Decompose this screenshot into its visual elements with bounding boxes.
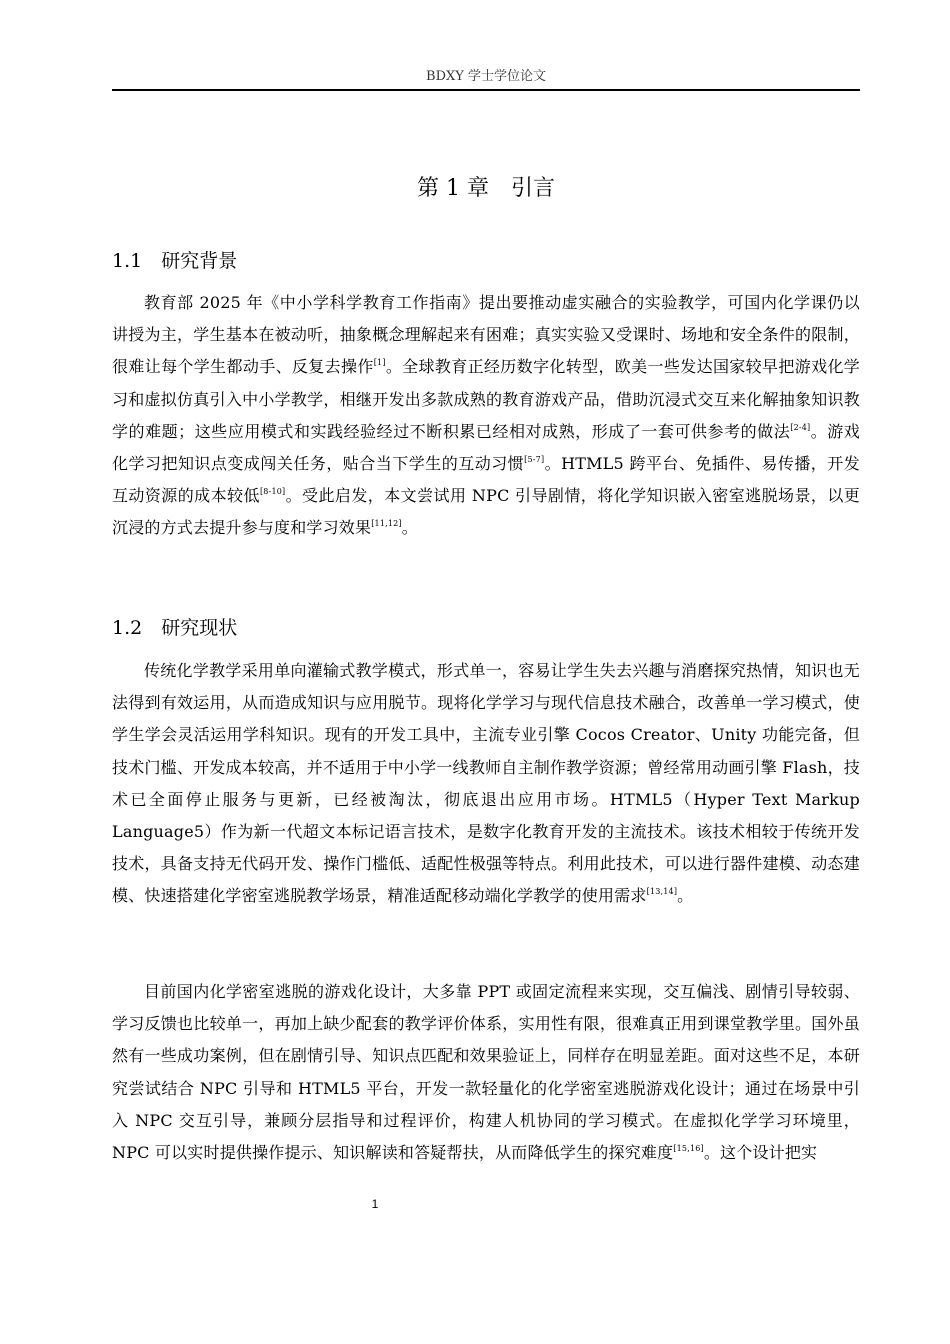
citation: [13,14] — [646, 887, 678, 897]
citation: [15,16] — [673, 1143, 704, 1153]
text-run: 。这个设计把实 — [703, 1143, 818, 1163]
section-heading-1-1: 1.1 研究背景 — [112, 250, 238, 272]
text-run: 。全球教育正经历数字化转型，欧美一些发达国家较早把游戏化学习和虚拟仿真引入中小学教学，相继开发出多款成熟的教育游戏产品，借助沉浸式交互来化解抽象知识教学的难题；这些应用模式和实践经验经过不断积累已经相对成熟，形成了一套可供参考的做法 — [112, 357, 860, 441]
text-run: 。 — [677, 886, 694, 906]
text-run: 。受此启发，本文尝试用 NPC 引导剧情，将化学知识嵌入密室逃脱场景，以更沉浸的方式去提升参与度和学习效果 — [112, 486, 860, 538]
running-header: BDXY 学士学位论文 — [426, 69, 546, 84]
text-run: 目前国内化学密室逃脱的游戏化设计，大多靠 PPT 或固定流程来实现，交互偏浅、剧情引导较弱、学习反馈也比较单一，再加上缺少配套的教学评价体系，实用性有限，很难真正用到课堂教学里。国外虽然有一些成功案例，但在剧情引导、知识点匹配和效果验证上，同样存在明显差距。面对这些不足，本研究尝试结合 NPC 引导和 HTML5 平台，开发一款轻量化的化学密室逃脱游戏化设计；通过在场景中引入 NPC 交互引导，兼顾分层指导和过程评价，构建人机协同的学习模式。在虚拟化学学习环境里，NPC 可以实时提供操作提示、知识解读和答疑帮扶，从而降低学生的探究难度 — [112, 982, 860, 1163]
citation: [11,12] — [371, 519, 402, 529]
text-run: 传统化学教学采用单向灌输式教学模式，形式单一，容易让学生失去兴趣与消磨探究热情，知识也无法得到有效运用，从而造成知识与应用脱节。现将化学学习与现代信息技术融合，改善单一学习模式，使学生学会灵活运用学科知识。现有的开发工具中，主流专业引擎 Cocos Creator、Unity 功能完备，但技术门槛、开发成本较高，并不适用于中小学一线教师自主制作教学资源；曾经常用动画引擎 Flash，技术已全面停止服务与更新，已经被淘汰，彻底退出应用市场。HTML5（Hyper Text Markup Language5）作为新一代超文本标记语言技术，是数字化教育开发的主流技术。该技术相较于传统开发技术，具备支持无代码开发、操作门槛低、适配性极强等特点。利用此技术，可以进行器件建模、动态建模、快速搭建化学密室逃脱教学场景，精准适配移动端化学教学的使用需求 — [112, 661, 860, 906]
text-run: 。游戏化学习把知识点变成闯关任务，贴合当下学生的互动习惯 — [112, 421, 861, 474]
header-divider — [112, 89, 860, 91]
text-run: 。 — [401, 518, 418, 538]
citation: [5-7] — [524, 454, 545, 464]
chapter-title: 第 1 章 引言 — [417, 176, 555, 201]
text-run: 教育部 2025 年《中小学科学教育工作指南》提出要推动虚实融合的实验教学，可国内化学课仍以讲授为主，学生基本在被动听，抽象概念理解起来有困难；真实实验又受课时、场地和安全条件的限制，很难让每个学生都动手、反复去操作 — [112, 293, 860, 377]
page-number: 1 — [371, 1197, 379, 1211]
citation: [1] — [373, 358, 386, 368]
citation: [2-4] — [790, 422, 811, 432]
text-run: 。HTML5 跨平台、免插件、易传播，开发互动资源的成本较低 — [112, 454, 860, 506]
section-heading-1-2: 1.2 研究现状 — [112, 617, 238, 639]
paragraph-research-status-1 — [112, 655, 860, 913]
paragraph-research-status-2 — [112, 976, 860, 1169]
citation: [8-10] — [259, 487, 286, 497]
paragraph-research-background — [112, 287, 860, 545]
